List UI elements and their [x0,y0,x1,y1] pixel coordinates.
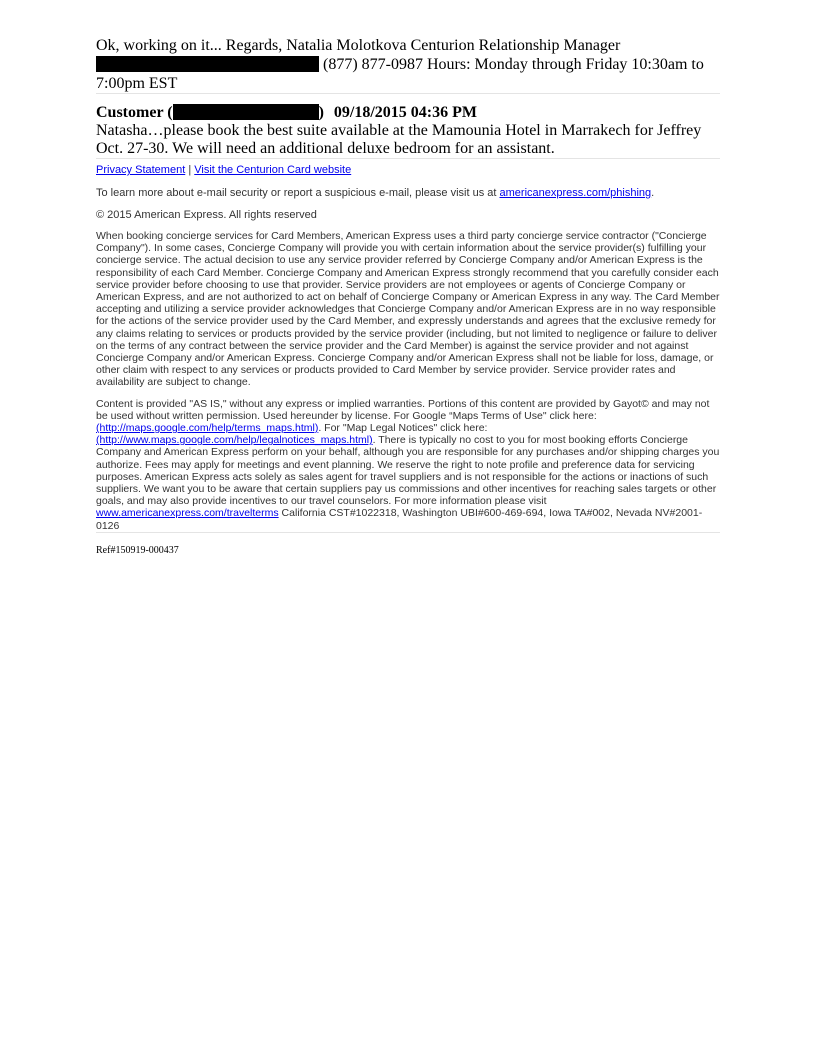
phishing-link[interactable]: americanexpress.com/phishing [499,187,652,199]
redacted-email-block [96,56,319,72]
customer-label: Customer ( [96,104,173,121]
security-notice [96,187,720,199]
agent-message [96,36,720,93]
legal-notices-link[interactable]: (http://www.maps.google.com/help/legalnotices_maps.html) [96,434,373,447]
travelterms-link[interactable]: www.americanexpress.com/travelterms [96,507,279,520]
divider [96,532,720,533]
divider [96,93,720,94]
security-end: . [651,187,655,199]
maps-terms-link[interactable]: (http://maps.google.com/help/terms_maps.html) [96,422,319,435]
content-text-1: Content is provided "AS IS," without any express or implied warranties. Portions of this content are provided by Gayot© and may not be used without written permission. Used hereunder by license. For Google “Maps Terms of Use" click here: [96,397,710,422]
reference-number: Ref#150919-000437 [96,544,179,556]
message-datetime: 09/18/2015 04:36 PM [333,104,477,121]
security-text: To learn more about e-mail security or report a suspicious e-mail, please visit us at [96,187,500,199]
agent-signature-text: Ok, working on it... Regards, Natalia Molotkova Centurion Relationship Manager [96,37,621,54]
customer-message: Natasha…please book the best suite available at the Mamounia Hotel in Marrakech for Jeffrey Oct. 27-30. We will need an additional deluxe bedroom for an assistant. [96,122,702,157]
footer-links [96,164,720,177]
agent-phone-hours: (877) 877-0987 Hours: Monday through Friday 10:30am to 7:00pm EST [96,56,704,92]
link-separator: | [185,164,195,176]
concierge-disclaimer: When booking concierge services for Card Members, American Express uses a third party concierge service contractor ("Concierge Company"). In some cases, Concierge Company will provide you with certain information about the service provider(s) fulfilling your concierge service. The actual decision to use any service provider referred by Concierge Company and/or American Express is the responsibility of each Card Member. Concierge Company and American Express strongly recommend that you carefully consider each service provider before choosing to use that provider. Service providers are not employees or agents of Concierge Company or American Express, and are not authorized to act on behalf of Concierge Company or American Express in any way. The Card Member accepting and utilizing a service provider acknowledges that Concierge Company and/or American Express are in no way responsible for the actions of the service provider used by the Card Member, and expressly understands and agrees that the exclusive remedy for any claims relating to services or products provided by the service provider (including, but not limited to negligence or failure to deliver on the terms of any contract between the service provider and the Card Member) is against the service provider and not against Concierge Company and/or American Express. Concierge Company and/or American Express shall not be liable for loss, damage, or other claim with respect to any services or products provided to Card Member by service provider. Service provider rates and availability are subject to change. [96,230,720,389]
content-text-3: . There is typically no cost to you for most booking efforts Concierge Company and American Express perform on your behalf, although you are responsible for any purchases and/or shipping charges you authorize. Fees may apply for meetings and event planning. We reserve the right to note profile and preference data for servicing purposes. American Express acts solely as sales agent for travel suppliers and is not responsible for the actions or inactions of such suppliers. We want you to be aware that certain suppliers pay us commissions and other incentives for reaching sales targets or other goals, and may also provide incentives to our travel counselors. For more information please visit [96,434,720,508]
content-disclaimer [96,398,720,532]
content-text-2: . For "Map Legal Notices" click here: [318,422,488,435]
centurion-website-link[interactable]: Visit the Centurion Card website [194,164,352,176]
copyright: © 2015 American Express. All rights reserved [96,209,317,221]
customer-label-close: ) [318,104,324,121]
customer-header [96,104,720,122]
email-body [96,36,720,557]
divider [96,158,720,159]
content-text-4: California CST#1022318, Washington UBI#600-469-694, Iowa TA#002, Nevada NV#2001-0126 [96,507,703,532]
privacy-statement-link[interactable]: Privacy Statement [96,164,186,176]
redacted-customer-name [173,104,319,120]
